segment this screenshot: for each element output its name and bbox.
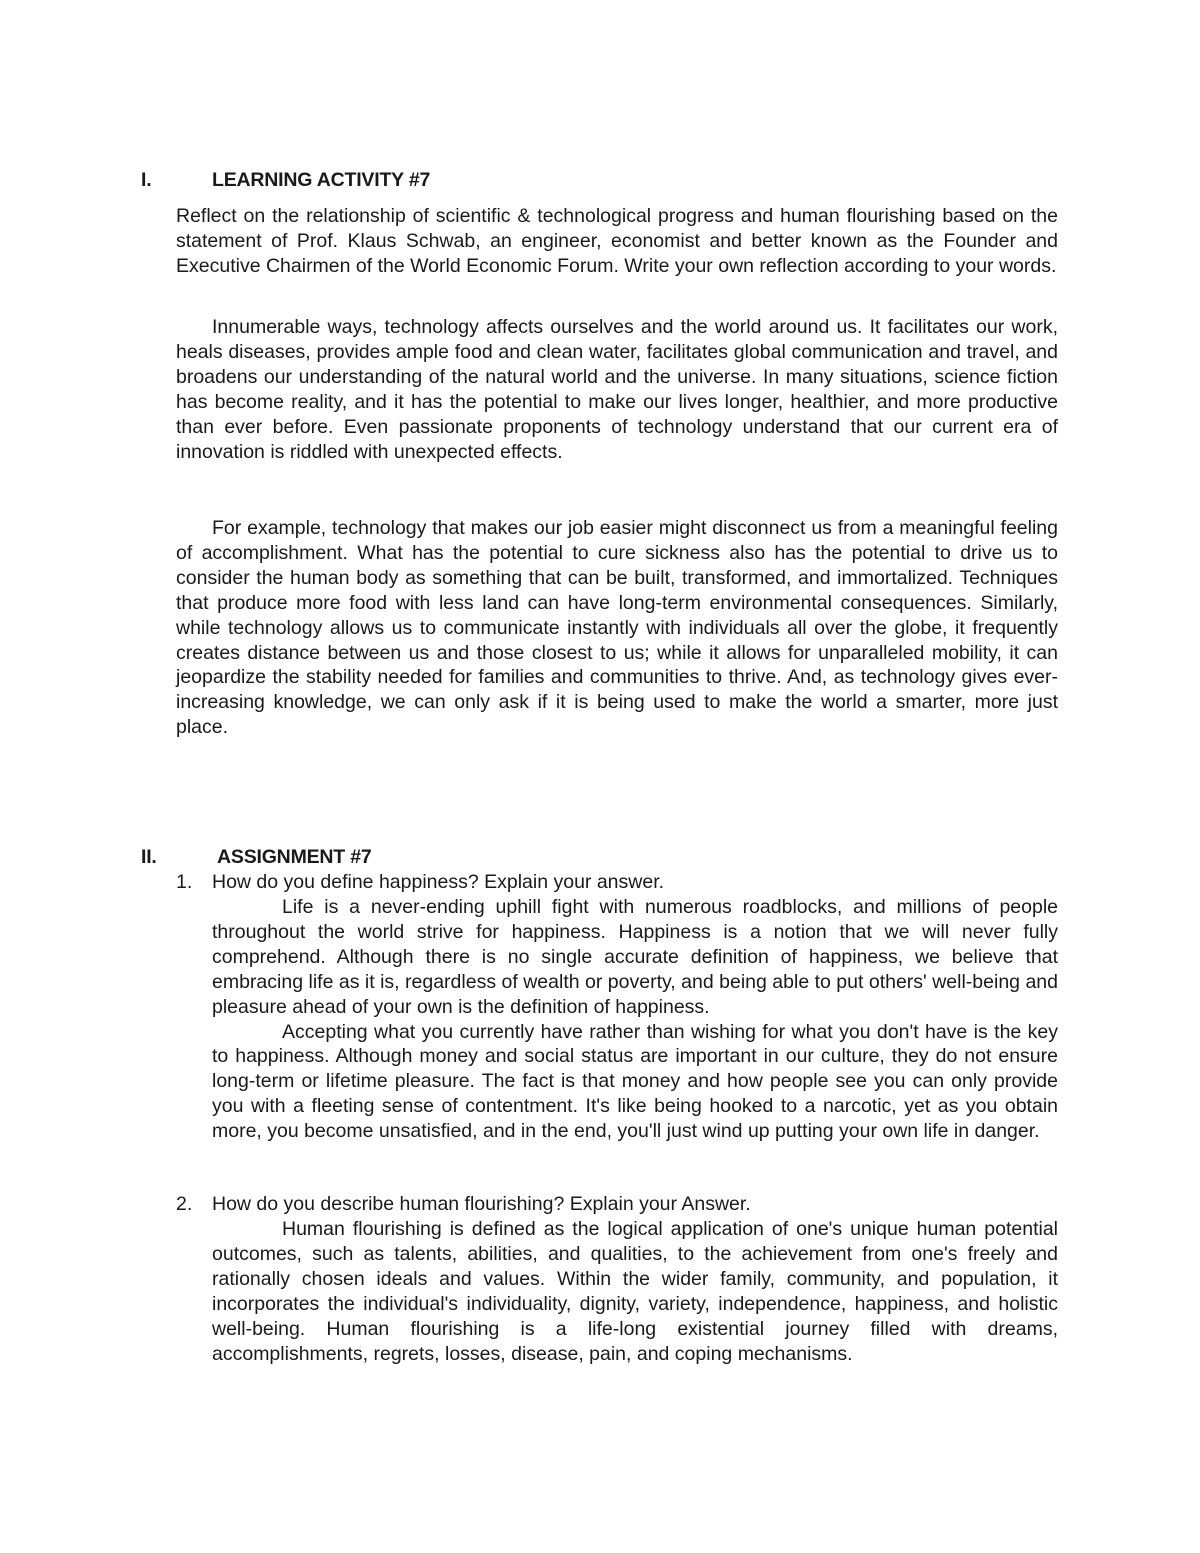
section-2-title: ASSIGNMENT #7 <box>217 846 372 868</box>
reflection-paragraph-2: For example, technology that makes our job easier might disconnect us from a meaningful feeling of accomplishment. What has the potential to cure sickness also has the potential to drive us to consider the human body as something that can be built, transformed, and immortalized. Techniques that produce more food with less land can have long-term environmental consequences. Similarly, while technology allows us to communicate instantly with individuals all over the globe, it frequently creates distance between us and those closest to us; while it allows for unparalleled mobility, it can jeopardize the stability needed for families and communities to thrive. And, as technology gives ever-increasing knowledge, we can only ask if it is being used to make the world a smarter, more just place. <box>176 517 1058 739</box>
reflection-paragraph-2-wrap <box>176 516 1058 740</box>
question-2-text: How do you describe human flourishing? Explain your Answer. <box>212 1193 751 1215</box>
question-2-answer-paragraph-1: Human flourishing is defined as the logical application of one's unique human potential outcomes, such as talents, abilities, and qualities, to the achievement from one's freely and rationally chosen ideals and values. Within the wider family, community, and population, it incorporates the individual's individuality, dignity, variety, independence, happiness, and holistic well-being. Human flourishing is a life-long existential journey filled with dreams, accomplishments, regrets, losses, disease, pain, and coping mechanisms. <box>212 1218 1058 1365</box>
question-1-answer-paragraph-1: Life is a never-ending uphill fight with numerous roadblocks, and millions of people throughout the world strive for happiness. Happiness is a notion that we will never fully comprehend. Although there is no single accurate definition of happiness, we believe that embracing life as it is, regardless of wealth or poverty, and being able to put others' well-being and pleasure ahead of your own is the definition of happiness. <box>212 896 1058 1018</box>
section-1-title: LEARNING ACTIVITY #7 <box>212 169 431 191</box>
section-1-heading <box>141 168 541 192</box>
section-2-numeral: II. <box>141 846 157 868</box>
reflection-paragraph-1-wrap <box>176 315 1058 464</box>
section-2-heading <box>141 845 541 869</box>
question-1-answer <box>212 895 1058 1144</box>
activity-prompt: Reflect on the relationship of scientific & technological progress and human flourishing based on the statement of Prof. Klaus Schwab, an engineer, economist and better known as the Founder and Executive Chairmen of the World Economic Forum. Write your own reflection according to your words. <box>176 205 1058 277</box>
section-1-numeral: I. <box>141 169 152 191</box>
question-1-number: 1. <box>176 871 193 893</box>
question-1 <box>176 870 1058 1170</box>
question-2 <box>176 1192 1058 1392</box>
reflection-paragraph-1: Innumerable ways, technology affects ourselves and the world around us. It facilitates our work, heals diseases, provides ample food and clean water, facilitates global communication and travel, and broadens our understanding of the natural world and the universe. In many situations, science fiction has become reality, and it has the potential to make our lives longer, healthier, and more productive than ever before. Even passionate proponents of technology understand that our current era of innovation is riddled with unexpected effects. <box>176 316 1058 463</box>
question-2-number: 2. <box>176 1193 193 1215</box>
question-1-text: How do you define happiness? Explain your answer. <box>212 871 665 893</box>
question-1-answer-paragraph-2: Accepting what you currently have rather than wishing for what you don't have is the key to happiness. Although money and social status are important in our culture, they do not ensure long-term or lifetime pleasure. The fact is that money and how people see you can only provide you with a fleeting sense of contentment. It's like being hooked to a narcotic, yet as you obtain more, you become unsatisfied, and in the end, you'll just wind up putting your own life in danger. <box>212 1020 1058 1143</box>
question-2-answer <box>212 1217 1058 1366</box>
